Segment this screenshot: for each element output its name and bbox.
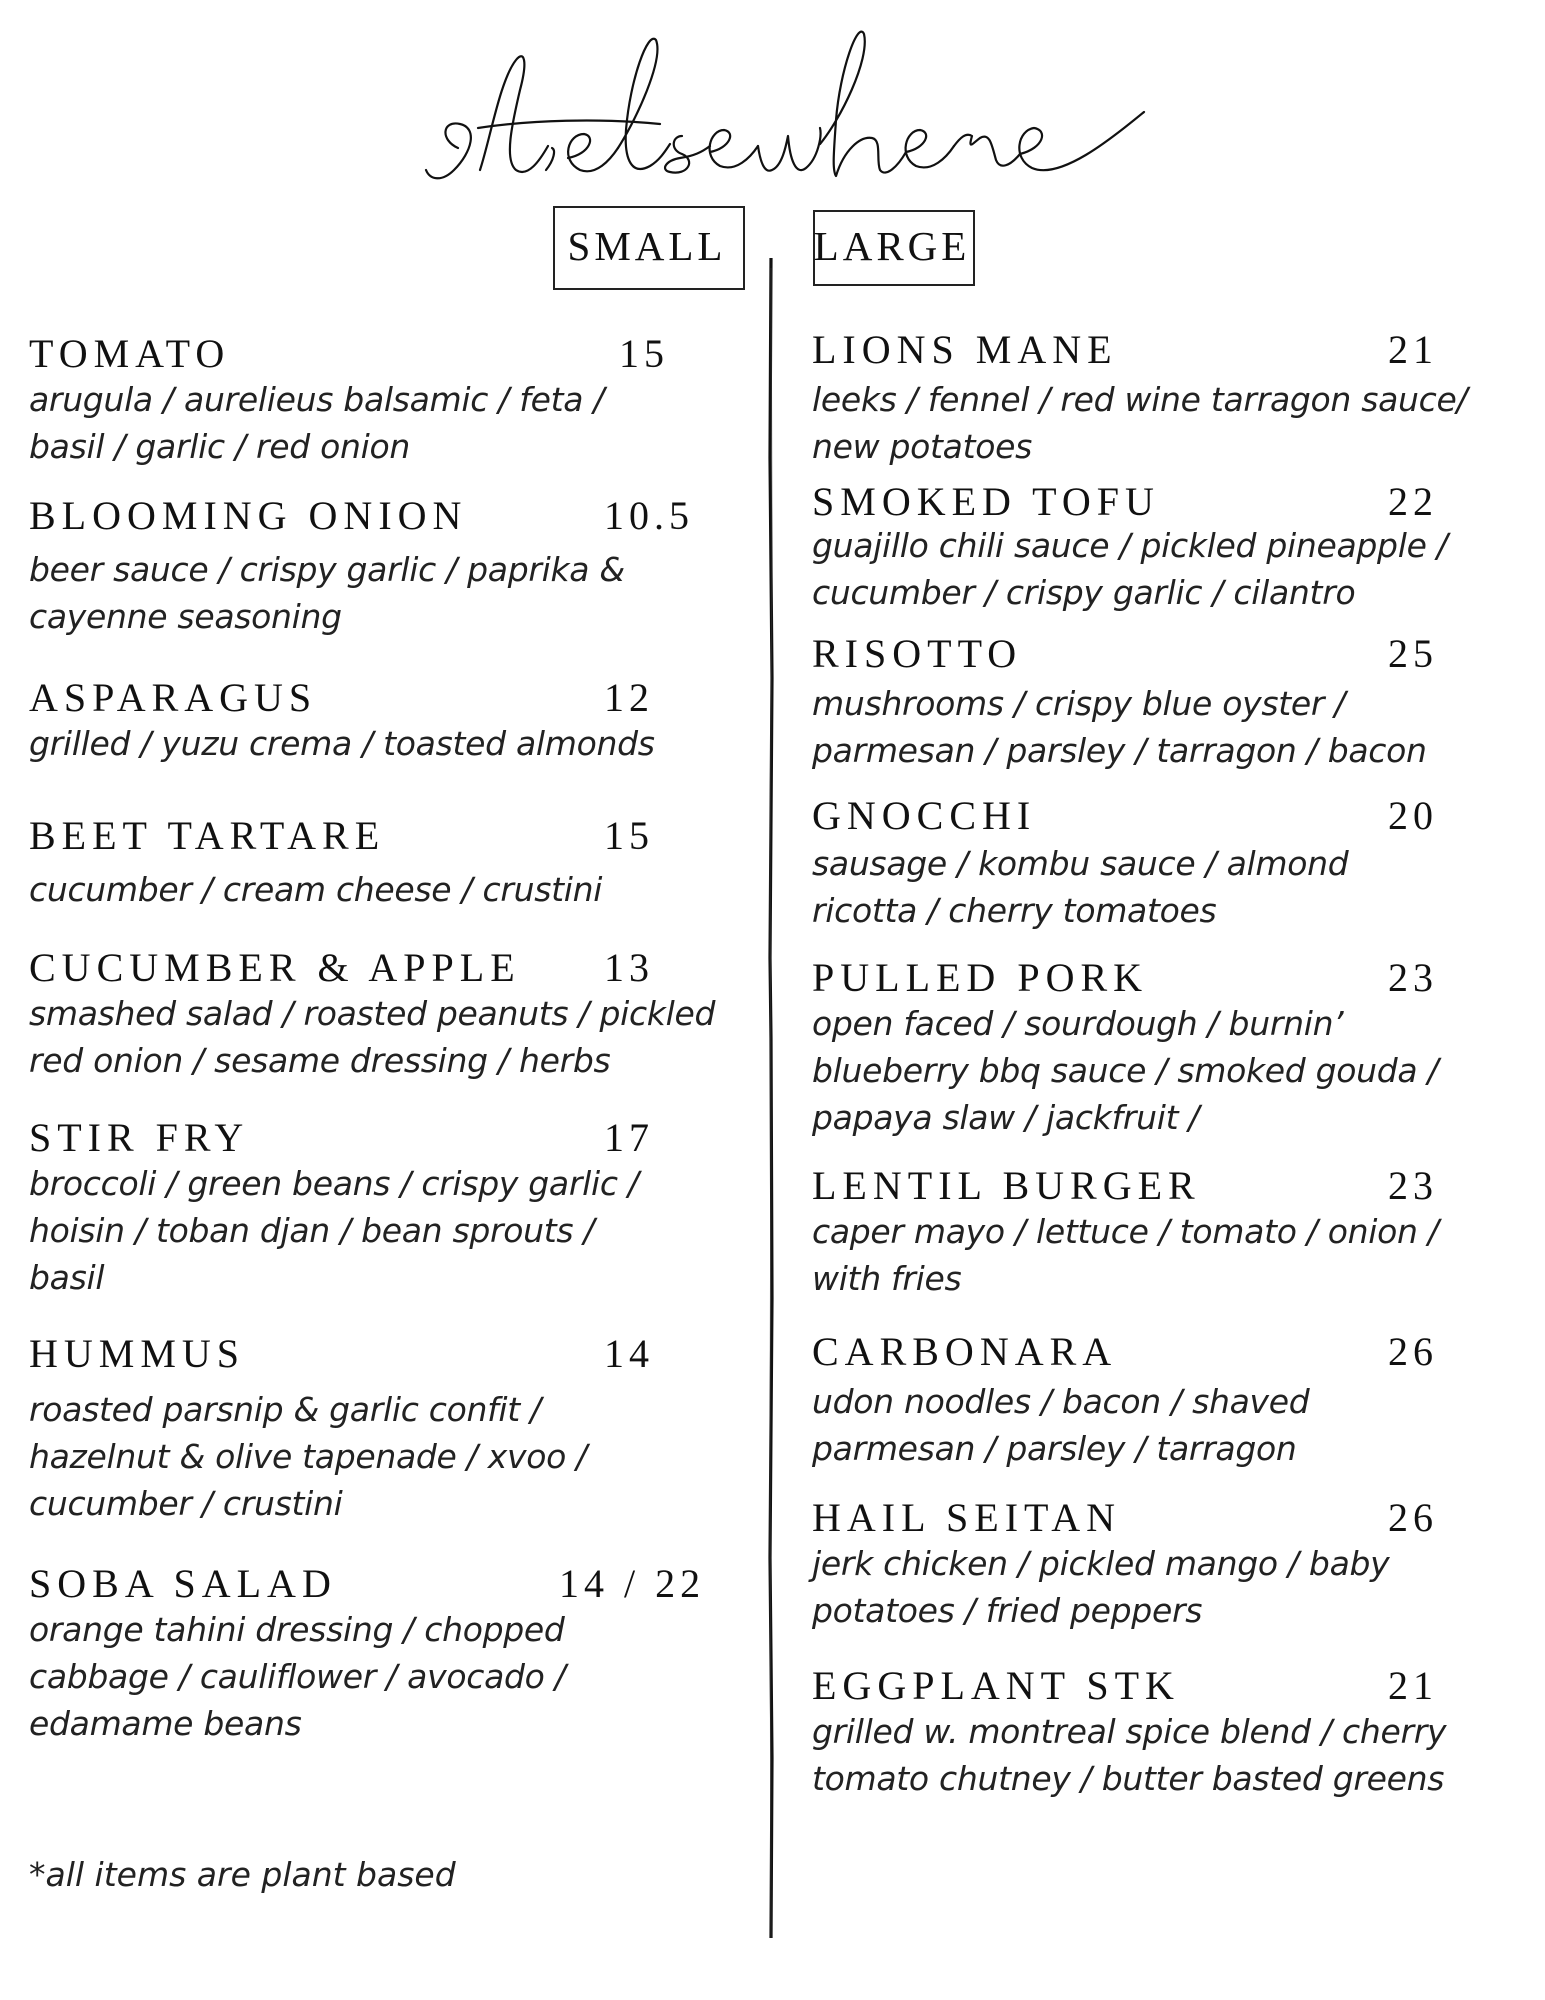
item-description: beer sauce / crispy garlic / paprika & cayenne seasoning bbox=[29, 550, 625, 636]
item-name: BEET TARTARE bbox=[29, 813, 386, 858]
item-name: HAIL SEITAN bbox=[812, 1495, 1122, 1540]
item-name: ASPARAGUS bbox=[29, 675, 318, 720]
item-description: sausage / kombu sauce / almond ricotta / cherry tomatoes bbox=[812, 844, 1349, 930]
item-price: 17 bbox=[604, 1115, 654, 1160]
item-name: SOBA SALAD bbox=[29, 1561, 337, 1606]
small-section-label: SMALL bbox=[567, 223, 727, 269]
item-price: 12 bbox=[604, 675, 654, 720]
plant-based-note: *all items are plant based bbox=[29, 1855, 456, 1894]
item-description: guajillo chili sauce / pickled pineapple / cucumber / crispy garlic / cilantro bbox=[812, 526, 1448, 612]
item-price: 15 bbox=[604, 813, 654, 858]
item-price: 20 bbox=[1388, 793, 1438, 838]
item-price: 14 bbox=[604, 1331, 654, 1376]
item-description: udon noodles / bacon / shaved parmesan / parsley / tarragon bbox=[812, 1382, 1310, 1468]
item-price: 10.5 bbox=[604, 493, 694, 538]
item-description: caper mayo / lettuce / tomato / onion / with fries bbox=[812, 1212, 1439, 1298]
item-description: grilled w. montreal spice blend / cherry tomato chutney / butter basted greens bbox=[812, 1712, 1447, 1798]
item-description: orange tahini dressing / chopped cabbage / cauliflower / avocado / edamame beans bbox=[29, 1610, 566, 1743]
large-section-label: LARGE bbox=[813, 223, 971, 269]
item-name: SMOKED TOFU bbox=[812, 479, 1160, 524]
item-name: GNOCCHI bbox=[812, 793, 1037, 838]
item-price: 13 bbox=[604, 945, 654, 990]
item-description: leeks / fennel / red wine tarragon sauce/ new potatoes bbox=[812, 380, 1468, 466]
item-description: mushrooms / crispy blue oyster / parmesan / parsley / tarragon / bacon bbox=[812, 684, 1427, 770]
item-description: jerk chicken / pickled mango / baby potatoes / fried peppers bbox=[812, 1544, 1390, 1630]
item-price: 22 bbox=[1388, 479, 1438, 524]
item-name: HUMMUS bbox=[29, 1331, 246, 1376]
item-name: RISOTTO bbox=[812, 631, 1023, 676]
item-description: open faced / sourdough / burnin’ blueberry bbq sauce / smoked gouda / papaya slaw / jackfruit / bbox=[812, 1004, 1439, 1137]
item-description: arugula / aurelieus balsamic / feta / basil / garlic / red onion bbox=[29, 380, 605, 466]
item-price: 23 bbox=[1388, 955, 1438, 1000]
item-price: 21 bbox=[1388, 327, 1438, 372]
item-name: CUCUMBER & APPLE bbox=[29, 945, 521, 990]
item-description: grilled / yuzu crema / toasted almonds bbox=[29, 724, 655, 763]
item-name: LENTIL BURGER bbox=[812, 1163, 1201, 1208]
column-divider bbox=[767, 258, 775, 1938]
item-name: LIONS MANE bbox=[812, 327, 1118, 372]
item-name: TOMATO bbox=[29, 331, 231, 376]
item-name: STIR FRY bbox=[29, 1115, 250, 1160]
item-price: 21 bbox=[1388, 1663, 1438, 1708]
item-name: BLOOMING ONION bbox=[29, 493, 468, 538]
item-description: cucumber / cream cheese / crustini bbox=[29, 870, 603, 909]
item-price: 14 / 22 bbox=[559, 1561, 706, 1606]
restaurant-logo bbox=[420, 20, 1150, 235]
item-price: 26 bbox=[1388, 1329, 1438, 1374]
item-description: roasted parsnip & garlic confit / hazelnut & olive tapenade / xvoo / cucumber / crustini bbox=[29, 1390, 588, 1523]
item-price: 25 bbox=[1388, 631, 1438, 676]
item-price: 15 bbox=[619, 331, 669, 376]
item-description: broccoli / green beans / crispy garlic / hoisin / toban djan / bean sprouts / basil bbox=[29, 1164, 639, 1297]
item-name: EGGPLANT STK bbox=[812, 1663, 1180, 1708]
item-name: CARBONARA bbox=[812, 1329, 1118, 1374]
item-description: smashed salad / roasted peanuts / pickled red onion / sesame dressing / herbs bbox=[29, 994, 716, 1080]
item-price: 26 bbox=[1388, 1495, 1438, 1540]
item-price: 23 bbox=[1388, 1163, 1438, 1208]
item-name: PULLED PORK bbox=[812, 955, 1149, 1000]
